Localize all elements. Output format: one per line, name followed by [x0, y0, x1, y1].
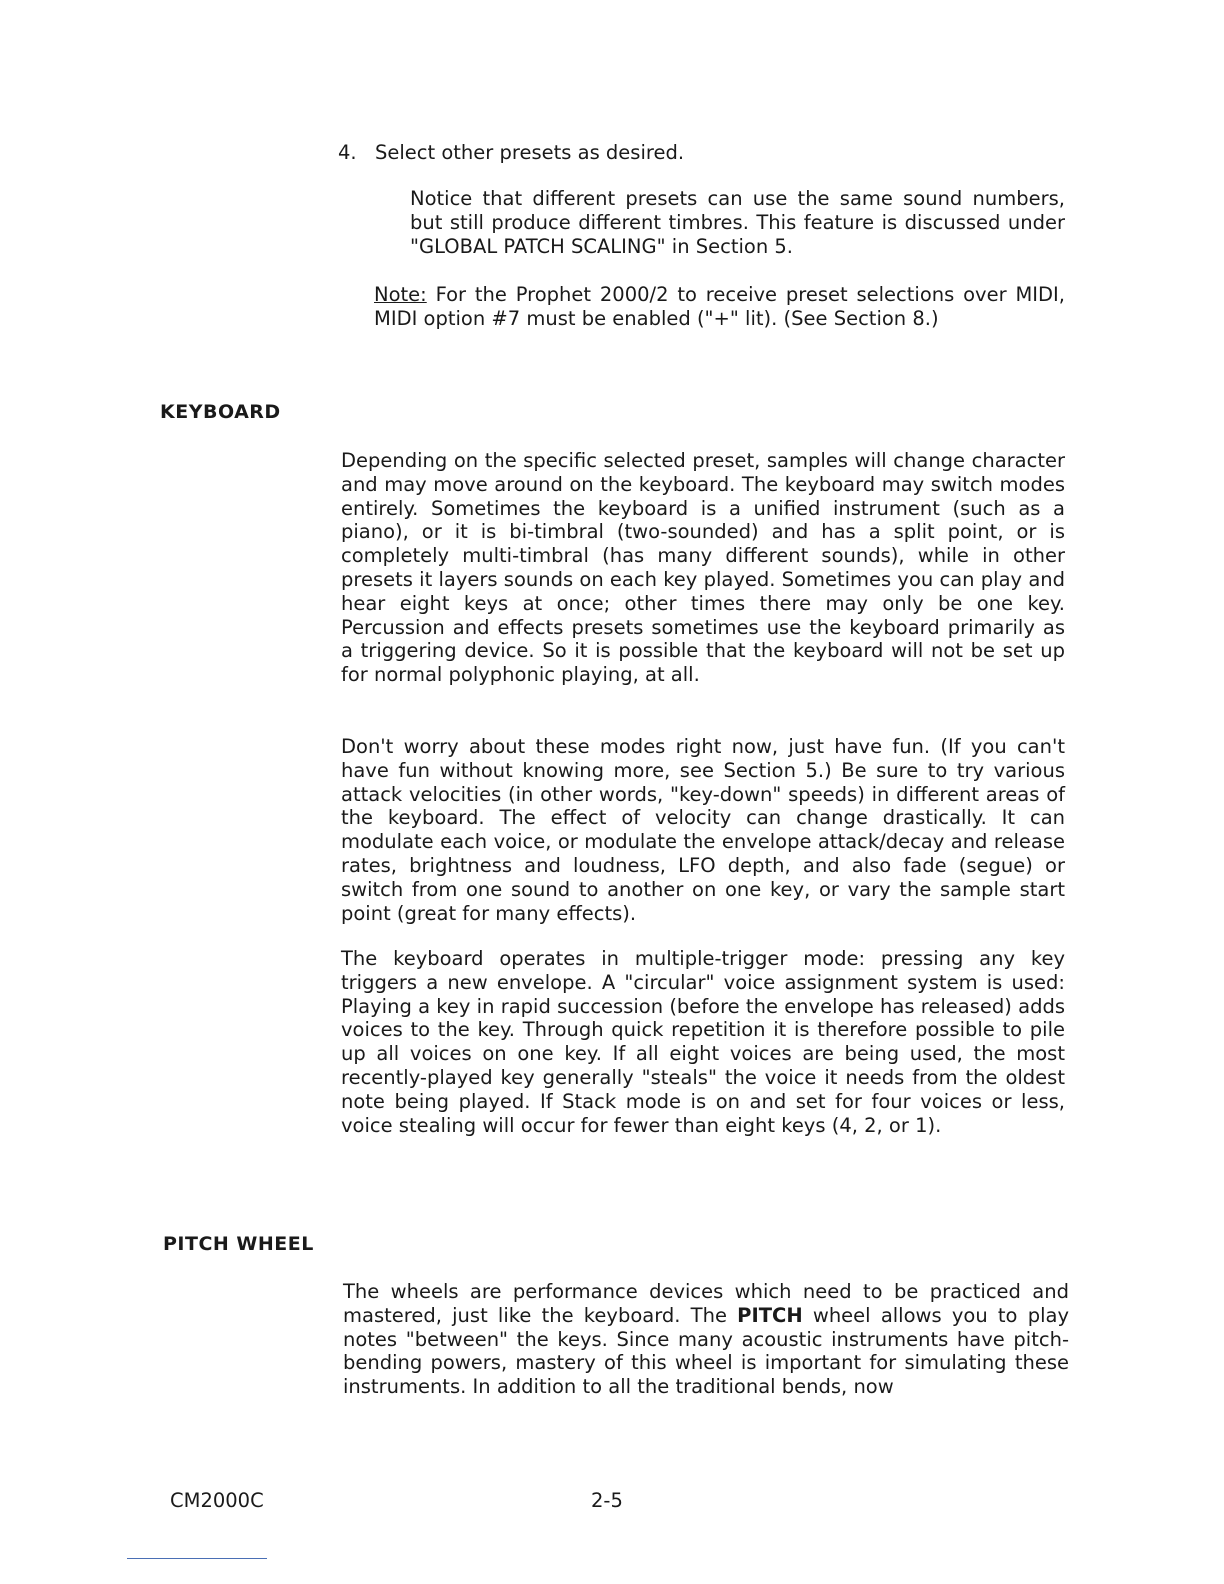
keyboard-paragraph-3: The keyboard operates in multiple-trigger mode: pressing any key triggers a new envelope. A "circular" voice assignment system is used: Playing a key in rapid succession (before the envelope has released) adds voices to the key. Through quick repetition it is therefore possible to pile up all voices on one key. If all eight voices are being used, the most recently-played key generally "steals" the voice it needs from the oldest note being played. If Stack mode is on and set for four voices or less, voice stealing will occur for fewer than eight keys (4, 2, or 1).	[341, 947, 1065, 1137]
pitch-wheel-heading: PITCH WHEEL	[163, 1233, 314, 1255]
step-number: 4.	[338, 141, 357, 164]
pitch-bold-word: PITCH	[737, 1303, 803, 1327]
note-label: Note:	[374, 283, 427, 306]
keyboard-paragraph-2: Don't worry about these modes right now, just have fun. (If you can't have fun without knowing more, see Section 5.) Be sure to try various attack velocities (in other words, "key-down" speeds) in different areas of the keyboard. The effect of velocity can change drastically. It can modulate each voice, or modulate the envelope attack/decay and release rates, brightness and loudness, LFO depth, and also fade (segue) or switch from one sound to another on one key, or vary the sample start point (great for many effects).	[341, 735, 1065, 925]
pitch-text-before: The wheels are performance devices which need to be practiced and mastered, just like the keyboard. The	[343, 1280, 1069, 1327]
footer-doc-id: CM2000C	[170, 1489, 264, 1512]
footer-rule	[127, 1558, 267, 1559]
keyboard-paragraph-1: Depending on the specific selected preset, samples will change character and may move around on the keyboard. The keyboard may switch modes entirely. Sometimes the keyboard is a unified instrument (such as a piano), or it is bi-timbral (two-sounded) and has a split point, or is completely multi-timbral (has many different sounds), while in other presets it layers sounds on each key played. Sometimes you can play and hear eight keys at once; other times there may only be one key. Percussion and effects presets sometimes use the keyboard primarily as a triggering device. So it is possible that the keyboard will not be set up for normal polyphonic playing, at all.	[341, 449, 1065, 687]
step-text: Select other presets as desired.	[375, 141, 685, 164]
pitch-text-after: wheel allows you to play notes "between" the keys. Since many acoustic instruments have pitch-bending powers, mastery of this wheel is important for simulating these instruments. In addition to all the traditional bends, now	[343, 1303, 1069, 1399]
keyboard-heading: KEYBOARD	[160, 401, 281, 423]
pitch-wheel-paragraph	[343, 1280, 1069, 1399]
footer-page-number: 2-5	[591, 1489, 623, 1512]
note-paragraph	[374, 283, 1065, 331]
note-text: For the Prophet 2000/2 to receive preset selections over MIDI, MIDI option #7 must be enabled ("+" lit). (See Section 8.)	[374, 283, 1065, 330]
notice-paragraph: Notice that different presets can use the same sound numbers, but still produce different timbres. This feature is discussed under "GLOBAL PATCH SCALING" in Section 5.	[410, 187, 1065, 258]
